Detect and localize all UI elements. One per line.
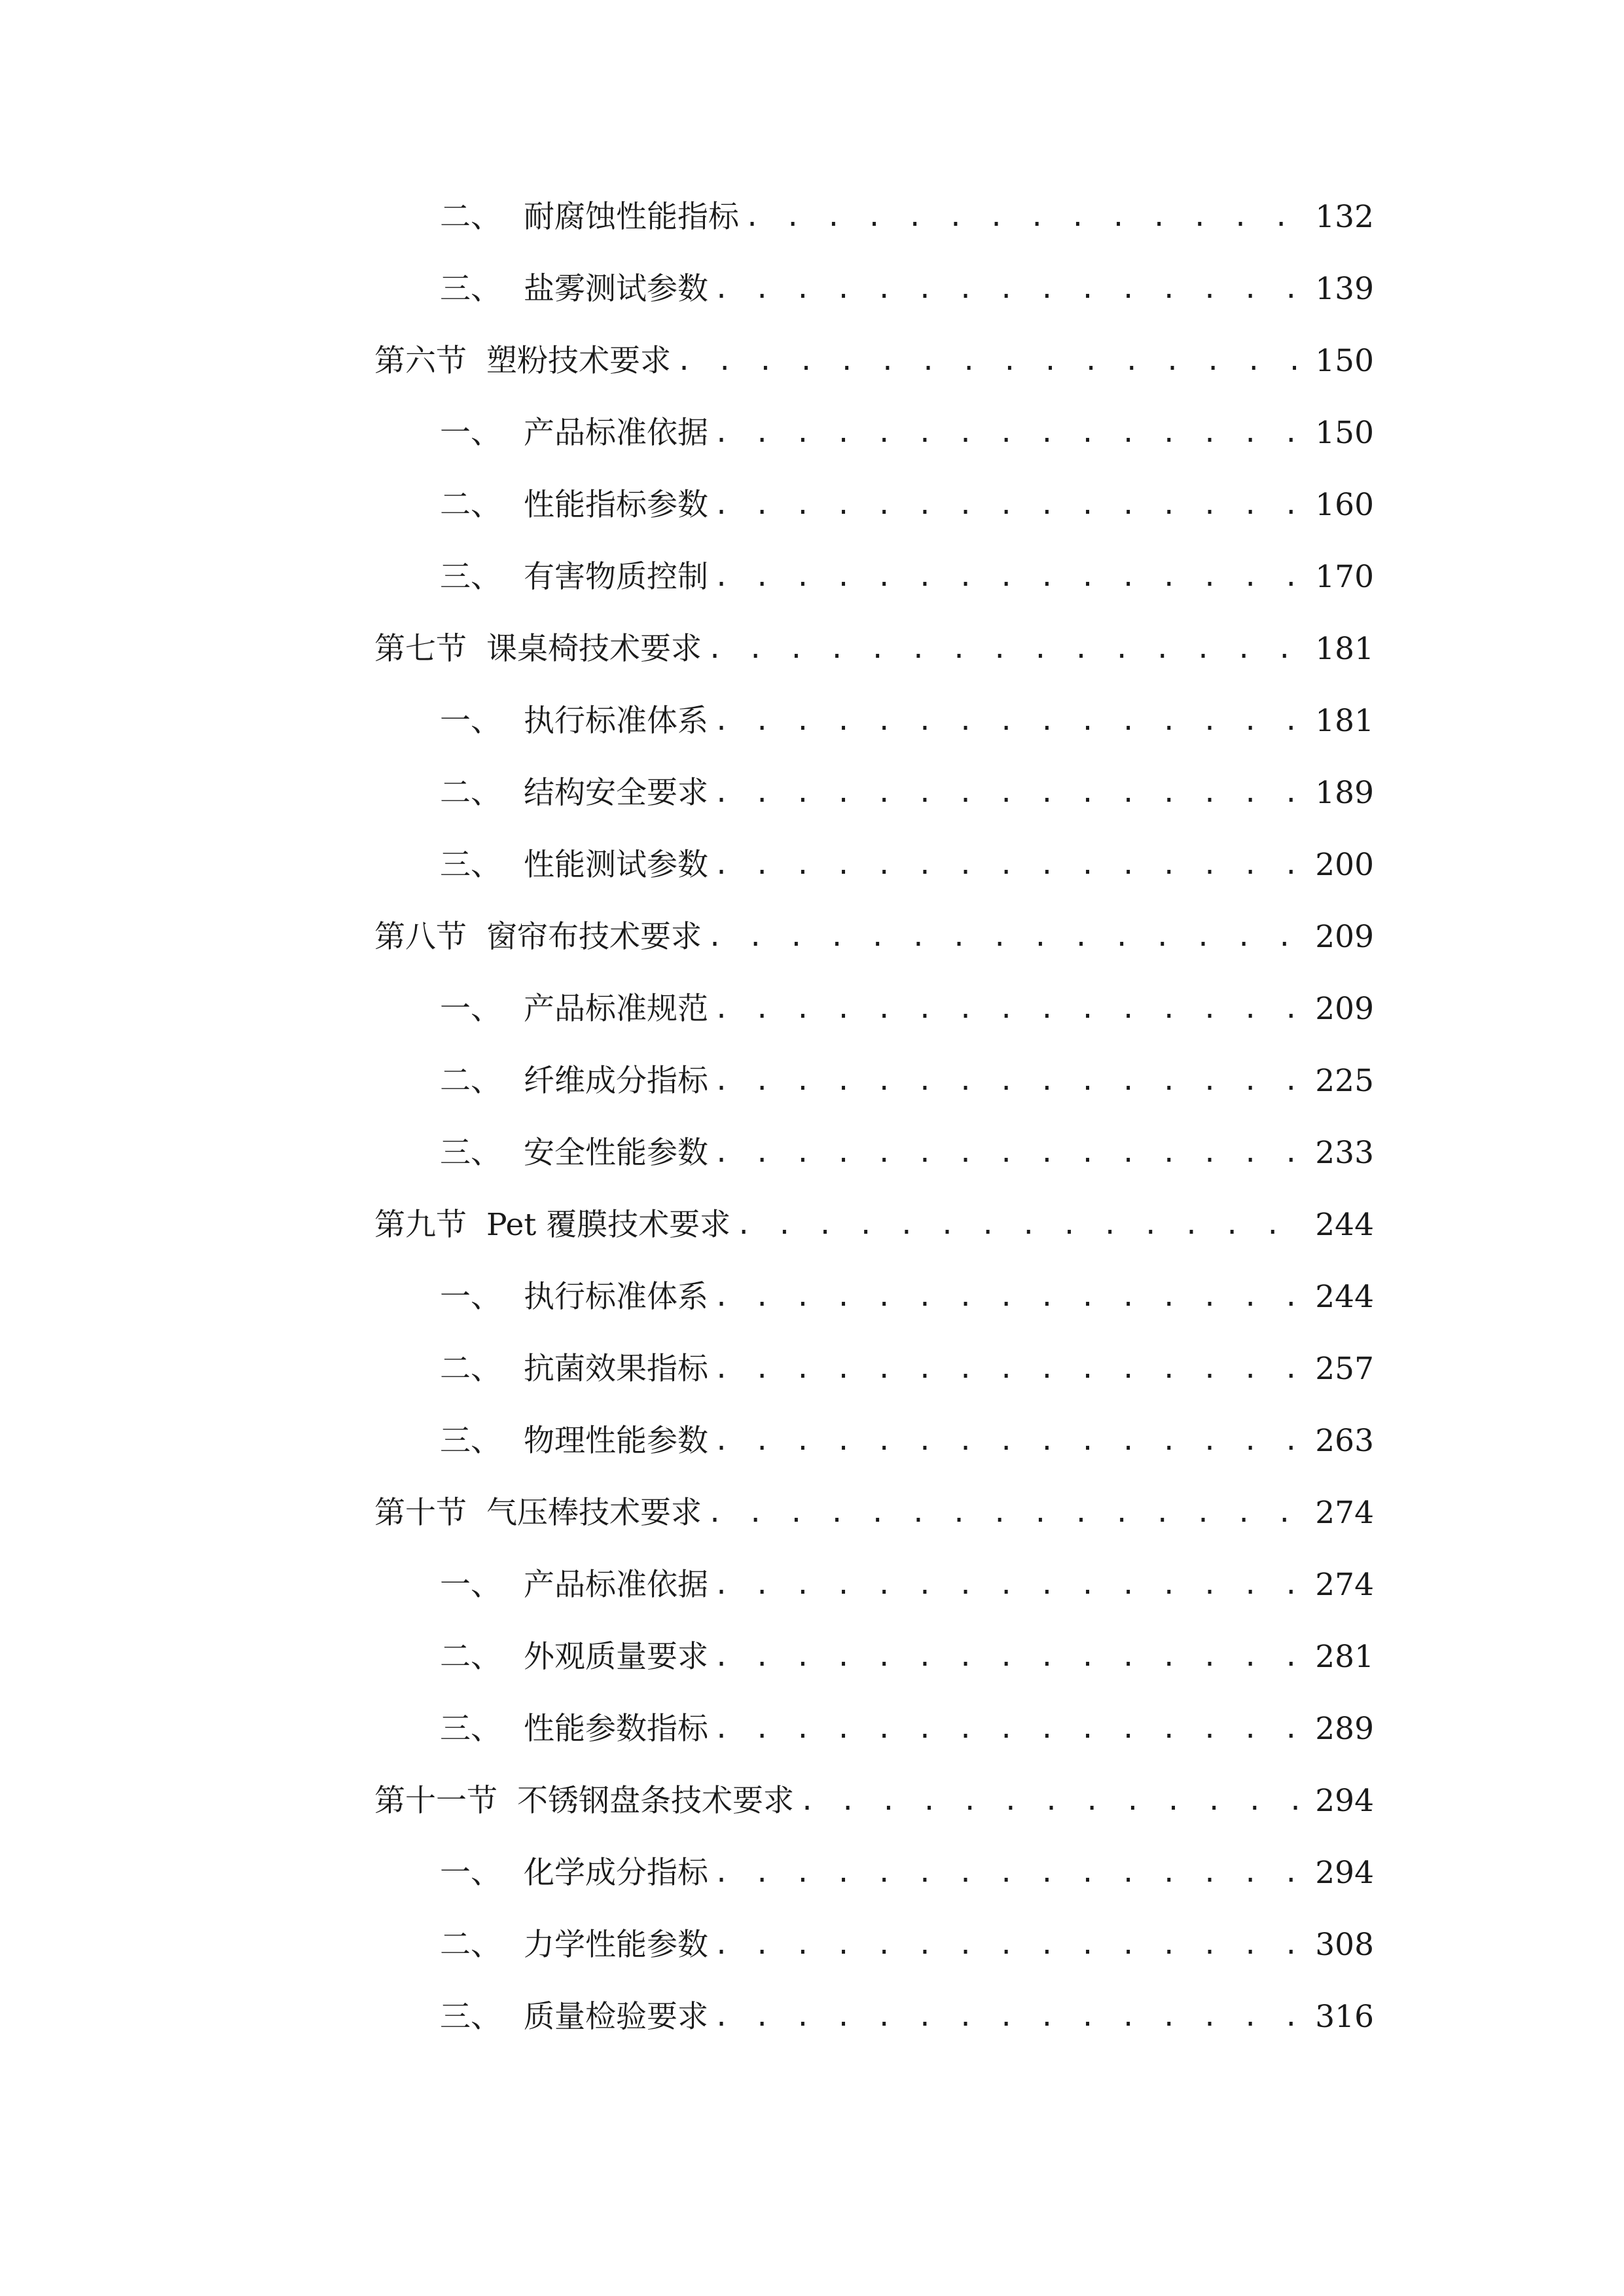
toc-dot-leader	[713, 263, 1306, 315]
toc-dot-leader	[713, 479, 1306, 531]
toc-entry-page: 274	[1315, 1495, 1374, 1531]
toc-entry-page: 294	[1315, 1855, 1374, 1891]
toc-entry[interactable]	[440, 1127, 1374, 1179]
toc-entry-page: 150	[1315, 343, 1374, 379]
toc-entry-page: 289	[1315, 1711, 1374, 1747]
toc-entry-number: 三、	[440, 847, 501, 883]
toc-entry-number: 二、	[440, 1063, 501, 1099]
toc-entry-number: 三、	[440, 1999, 501, 2035]
toc-entry[interactable]	[440, 767, 1374, 819]
toc-entry-page: 233	[1315, 1135, 1374, 1171]
toc-section-entry[interactable]	[374, 623, 1374, 675]
toc-dot-leader	[713, 695, 1306, 747]
toc-entry[interactable]	[440, 1703, 1374, 1755]
toc-dot-leader	[707, 623, 1306, 675]
toc-entry-number: 二、	[440, 775, 501, 811]
toc-entry-page: 244	[1315, 1207, 1374, 1243]
toc-entry[interactable]	[440, 551, 1374, 603]
toc-section-entry[interactable]	[374, 911, 1374, 963]
toc-entry-page: 244	[1315, 1279, 1374, 1315]
toc-entry-title: 耐腐蚀性能指标	[524, 199, 739, 235]
toc-dot-leader	[713, 1127, 1306, 1179]
toc-entry[interactable]	[440, 263, 1374, 315]
toc-entry-number: 三、	[440, 1711, 501, 1747]
toc-entry-page: 170	[1315, 559, 1374, 595]
toc-entry-title: 力学性能参数	[524, 1927, 708, 1963]
toc-entry-page: 263	[1315, 1423, 1374, 1459]
toc-section-entry[interactable]	[374, 1487, 1374, 1539]
toc-dot-leader	[713, 1919, 1306, 1971]
toc-entry[interactable]	[440, 1991, 1374, 2043]
toc-entry[interactable]	[440, 407, 1374, 459]
toc-section-number: 第六节	[374, 343, 467, 379]
toc-entry[interactable]	[440, 191, 1374, 243]
toc-entry-title: 有害物质控制	[524, 559, 708, 595]
toc-entry-number: 二、	[440, 1351, 501, 1387]
toc-entry-page: 150	[1315, 415, 1374, 451]
toc-entry-title: 物理性能参数	[524, 1423, 708, 1459]
toc-entry-page: 308	[1315, 1927, 1374, 1963]
toc-entry[interactable]	[440, 1271, 1374, 1323]
toc-section-entry[interactable]	[374, 1199, 1374, 1251]
toc-entry-title: 盐雾测试参数	[524, 271, 708, 307]
toc-entry-number: 一、	[440, 1567, 501, 1603]
toc-dot-leader	[713, 1991, 1306, 2043]
toc-entry-title: 质量检验要求	[524, 1999, 708, 2035]
toc-dot-leader	[713, 1847, 1306, 1899]
toc-dot-leader	[707, 911, 1306, 963]
toc-section-title: 窗帘布技术要求	[486, 919, 702, 955]
toc-entry-title: 纤维成分指标	[524, 1063, 708, 1099]
toc-section-title: 塑粉技术要求	[486, 343, 671, 379]
toc-entry-number: 一、	[440, 991, 501, 1027]
toc-entry-title: 结构安全要求	[524, 775, 708, 811]
toc-entry[interactable]	[440, 695, 1374, 747]
toc-entry[interactable]	[440, 1847, 1374, 1899]
toc-entry-number: 三、	[440, 1423, 501, 1459]
toc-dot-leader	[713, 1271, 1306, 1323]
toc-section-entry[interactable]	[374, 1775, 1374, 1827]
toc-dot-leader	[799, 1775, 1306, 1827]
toc-entry-page: 209	[1315, 991, 1374, 1027]
toc-entry-page: 160	[1315, 487, 1374, 523]
toc-entry-title: 执行标准体系	[524, 1279, 708, 1315]
toc-entry-page: 316	[1315, 1999, 1374, 2035]
toc-entry[interactable]	[440, 1559, 1374, 1611]
toc-entry-number: 一、	[440, 703, 501, 739]
toc-section-title: 不锈钢盘条技术要求	[517, 1783, 794, 1819]
toc-entry-page: 257	[1315, 1351, 1374, 1387]
toc-section-title: 课桌椅技术要求	[486, 631, 702, 667]
toc-entry-title: 产品标准规范	[524, 991, 708, 1027]
toc-entry-page: 189	[1315, 775, 1374, 811]
toc-dot-leader	[676, 335, 1306, 387]
toc-entry-page: 281	[1315, 1639, 1374, 1675]
toc-section-number: 第八节	[374, 919, 467, 955]
toc-entry[interactable]	[440, 839, 1374, 891]
toc-dot-leader	[713, 839, 1306, 891]
toc-dot-leader	[713, 1343, 1306, 1395]
toc-entry-page: 181	[1315, 631, 1374, 667]
toc-dot-leader	[707, 1487, 1306, 1539]
toc-dot-leader	[713, 1559, 1306, 1611]
toc-entry-title: 产品标准依据	[524, 415, 708, 451]
toc-entry-title: 安全性能参数	[524, 1135, 708, 1171]
toc-section-number: 第七节	[374, 631, 467, 667]
toc-entry-title: 外观质量要求	[524, 1639, 708, 1675]
toc-dot-leader	[713, 1415, 1306, 1467]
toc-section-number: 第十一节	[374, 1783, 497, 1819]
toc-entry[interactable]	[440, 1055, 1374, 1107]
toc-entry-number: 二、	[440, 1639, 501, 1675]
toc-dot-leader	[744, 191, 1306, 243]
toc-entry[interactable]	[440, 983, 1374, 1035]
toc-entry-page: 200	[1315, 847, 1374, 883]
toc-entry-title: 化学成分指标	[524, 1855, 708, 1891]
toc-entry-page: 274	[1315, 1567, 1374, 1603]
toc-entry-number: 三、	[440, 271, 501, 307]
toc-entry-number: 二、	[440, 199, 501, 235]
toc-section-title: 气压棒技术要求	[486, 1495, 702, 1531]
toc-dot-leader	[713, 551, 1306, 603]
toc-entry-page: 132	[1315, 199, 1374, 235]
toc-entry[interactable]	[440, 1919, 1374, 1971]
toc-entry-title: 抗菌效果指标	[524, 1351, 708, 1387]
toc-entry-page: 209	[1315, 919, 1374, 955]
toc-entry-title: 性能参数指标	[524, 1711, 708, 1747]
toc-dot-leader	[713, 1703, 1306, 1755]
toc-dot-leader	[736, 1199, 1306, 1251]
toc-entry-page: 181	[1315, 703, 1374, 739]
toc-entry-title: 执行标准体系	[524, 703, 708, 739]
toc-entry[interactable]	[440, 1415, 1374, 1467]
toc-entry-number: 一、	[440, 415, 501, 451]
toc-entry-title: 产品标准依据	[524, 1567, 708, 1603]
toc-entry-number: 一、	[440, 1855, 501, 1891]
toc-entry-title: 性能指标参数	[524, 487, 708, 523]
toc-entry-title: 性能测试参数	[524, 847, 708, 883]
toc-entry-number: 三、	[440, 559, 501, 595]
toc-entry[interactable]	[440, 1631, 1374, 1683]
toc-dot-leader	[713, 767, 1306, 819]
toc-entry-page: 294	[1315, 1783, 1374, 1819]
toc-entry-number: 二、	[440, 487, 501, 523]
toc-section-title: Pet 覆膜技术要求	[486, 1207, 731, 1243]
toc-entry[interactable]	[440, 1343, 1374, 1395]
toc-entry-number: 三、	[440, 1135, 501, 1171]
toc-entry-number: 二、	[440, 1927, 501, 1963]
toc-entry-page: 225	[1315, 1063, 1374, 1099]
toc-entry-page: 139	[1315, 271, 1374, 307]
toc-section-number: 第九节	[374, 1207, 467, 1243]
toc-dot-leader	[713, 407, 1306, 459]
toc-section-entry[interactable]	[374, 335, 1374, 387]
toc-dot-leader	[713, 1631, 1306, 1683]
toc-dot-leader	[713, 1055, 1306, 1107]
toc-entry-number: 一、	[440, 1279, 501, 1315]
toc-section-number: 第十节	[374, 1495, 467, 1531]
toc-entry[interactable]	[440, 479, 1374, 531]
toc-dot-leader	[713, 983, 1306, 1035]
